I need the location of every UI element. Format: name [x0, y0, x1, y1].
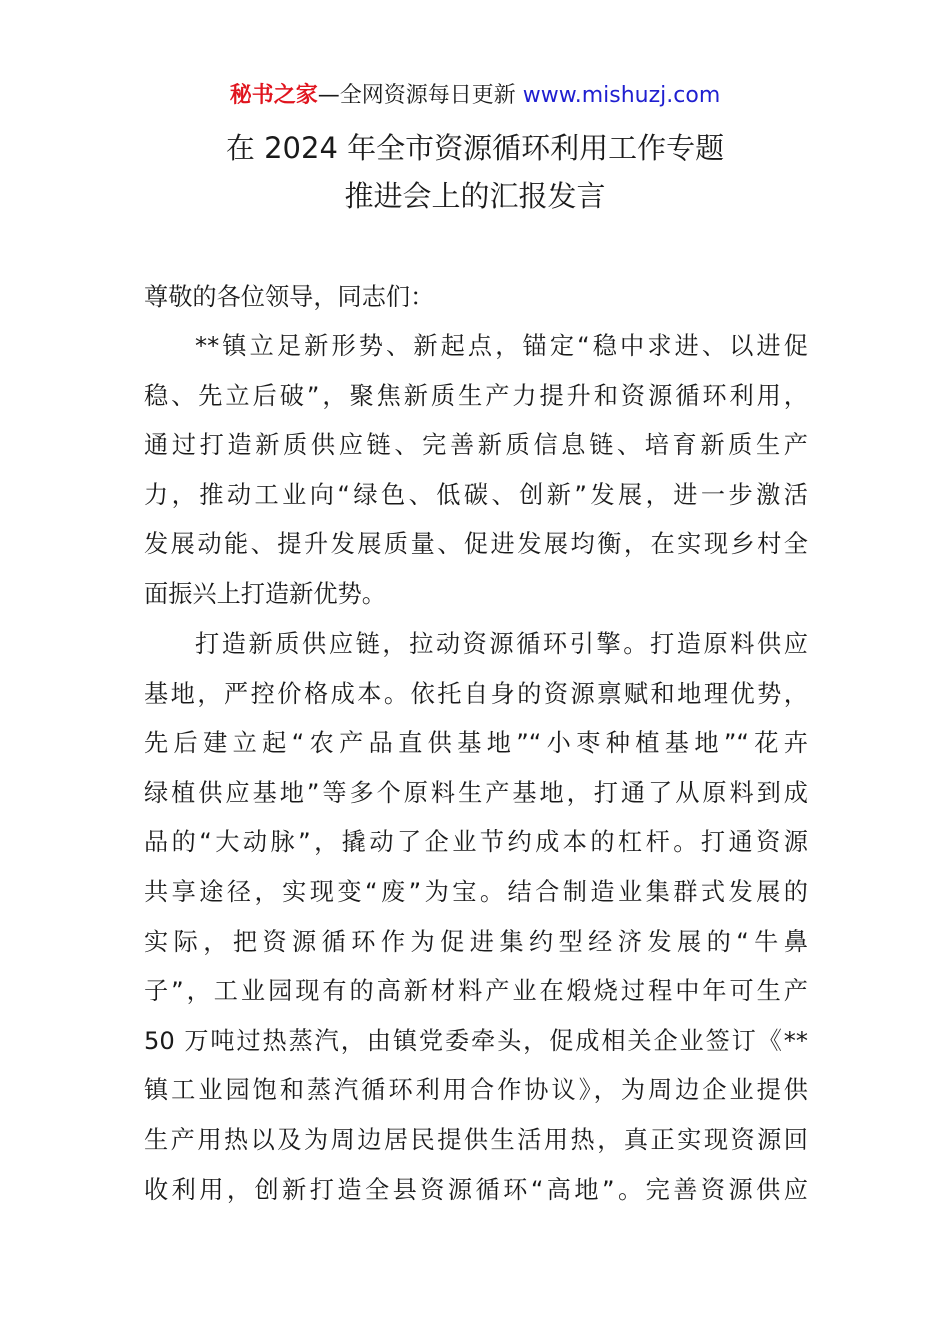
paragraph-line: 实际，把资源循环作为促进集约型经济发展的“牛鼻 [144, 927, 808, 956]
paragraph-line: 品的“大动脉”，撬动了企业节约成本的杠杆。打通资源 [144, 828, 808, 857]
paragraph-line: 共享途径，实现变“废”为宝。结合制造业集群式发展的 [144, 877, 808, 906]
paragraph-line: 50 万吨过热蒸汽，由镇党委牵头，促成相关企业签订《** [144, 1026, 808, 1055]
paragraph-line: 稳、先立后破”，聚焦新质生产力提升和资源循环利用， [144, 381, 808, 410]
paragraph-line: 镇工业园饱和蒸汽循环利用合作协议》，为周边企业提供 [144, 1076, 808, 1105]
paragraph-line: 先后建立起“农产品直供基地”“小枣种植基地”“花卉 [144, 729, 808, 758]
paragraph-line: 生产用热以及为周边居民提供生活用热，真正实现资源回 [144, 1125, 808, 1154]
site-url[interactable]: www.mishuzj.com [522, 83, 721, 108]
document-title-line-1: 在 2024 年全市资源循环利用工作专题 [225, 131, 725, 165]
document-title-line-2: 推进会上的汇报发言 [344, 179, 606, 213]
header-tagline: —全网资源每日更新 [317, 83, 516, 108]
paragraph-line: 打造新质供应链，拉动资源循环引擎。打造原料供应 [195, 630, 808, 658]
paragraph-line: 力，推动工业向“绿色、低碳、创新”发展，进一步激活 [144, 480, 808, 509]
paragraph-line: 通过打造新质供应链、完善新质信息链、培育新质生产 [144, 431, 808, 460]
brand-name: 秘书之家 [229, 83, 318, 108]
paragraph-line: 子”，工业园现有的高新材料产业在煅烧过程中年可生产 [144, 977, 808, 1006]
salutation: 尊敬的各位领导，同志们： [144, 283, 435, 311]
paragraph-line: 绿植供应基地”等多个原料生产基地，打通了从原料到成 [144, 778, 808, 807]
paragraph-line: 基地，严控价格成本。依托自身的资源禀赋和地理优势， [144, 679, 808, 708]
paragraph-line: 面振兴上打造新优势。 [144, 579, 386, 608]
paragraph-line: 收利用，创新打造全县资源循环“高地”。完善资源供应 [144, 1175, 808, 1204]
paragraph-line: 发展动能、提升发展质量、促进发展均衡，在实现乡村全 [144, 530, 808, 559]
paragraph-1 [144, 322, 808, 620]
paragraph-line: **镇立足新形势、新起点，锚定“稳中求进、以进促 [195, 332, 808, 360]
paragraph-2 [144, 620, 808, 1215]
site-header [0, 80, 950, 112]
